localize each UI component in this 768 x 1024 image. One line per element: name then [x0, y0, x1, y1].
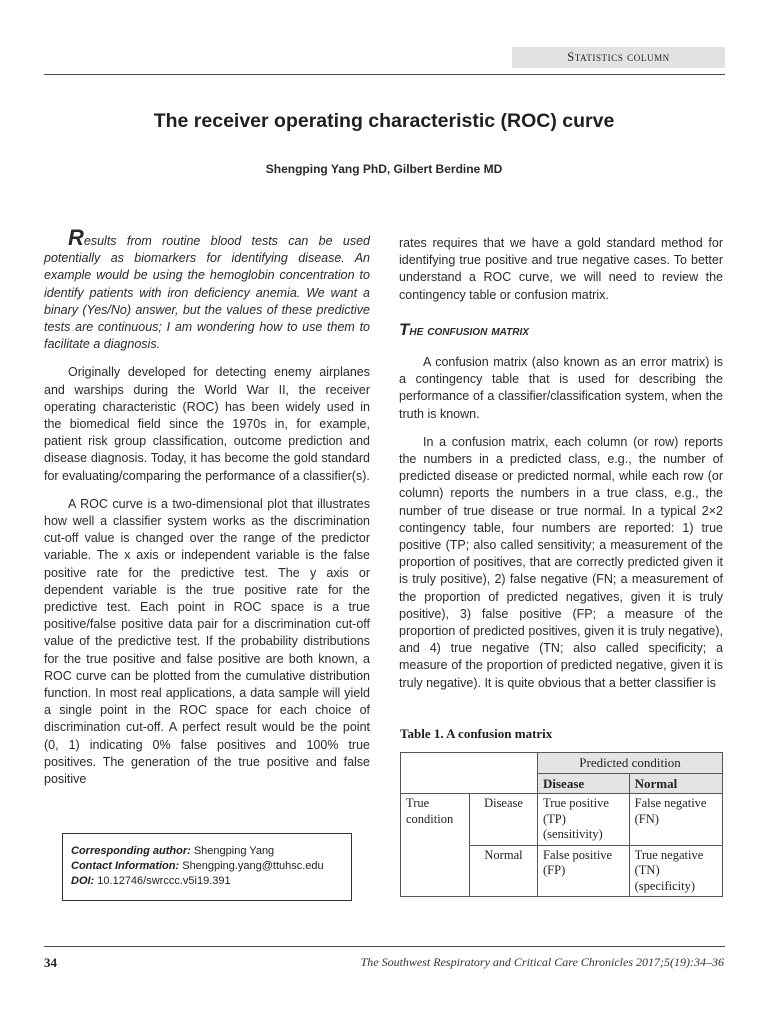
fn-cell: False negative (FN)	[629, 794, 722, 846]
tn-cell: True negative (TN) (specificity)	[629, 845, 722, 897]
confusion-matrix-table	[400, 752, 723, 897]
body-paragraph: rates requires that we have a gold standard method for identifying true positive and true negative cases. To better understand a ROC curve, we will need to review the contingency table or confusion matrix.	[399, 236, 723, 302]
contact-email[interactable]: Shengping.yang@ttuhsc.edu	[179, 860, 324, 872]
page-number: 34	[44, 955, 57, 970]
contact-line	[71, 859, 324, 874]
predicted-condition-header: Predicted condition	[538, 753, 723, 774]
doi-label: DOI:	[71, 875, 95, 887]
tp-cell: True positive (TP) (sensitivity)	[538, 794, 630, 846]
table-corner-cell	[401, 753, 538, 794]
doi-line	[71, 874, 231, 889]
row-header-normal: Normal	[470, 845, 538, 897]
corresponding-author-box	[62, 833, 352, 901]
footer-rule	[44, 946, 725, 947]
journal-citation: The Southwest Respiratory and Critical Care Chronicles 2017;5(19):34–36	[360, 955, 724, 969]
drop-cap: R	[68, 225, 84, 250]
left-column	[44, 225, 370, 799]
contact-label: Contact Information:	[71, 860, 180, 872]
abstract-paragraph	[44, 225, 370, 353]
body-paragraph: Originally developed for detecting enemy airplanes and warships during the World War II, the receiver operating characteristic (ROC) has been widely used in the biomedical field since the 1970s in, for example, patient risk group classification, outcome prediction and disease diagnosis. Today, it has become the gold standard for evaluating/comparing the performance of a classifier(s).	[44, 365, 370, 483]
section-heading	[399, 321, 723, 340]
row-header-disease: Disease	[470, 794, 538, 846]
doi-value[interactable]: 10.12746/swrccc.v5i19.391	[94, 875, 231, 887]
article-title: The receiver operating characteristic (ROC) curve	[153, 110, 615, 132]
right-column	[399, 235, 723, 703]
body-paragraph: In a confusion matrix, each column (or row) reports the numbers in a predicted class, e.g., the number of predicted disease or predicted normal, while each row (or column) reports the numbers in a true class, e.g., the number of true disease or true normal. In a typical 2×2 contingency table, four numbers are reported: 1) true positive (TP; also called sensitivity; a measurement of the proportion of positives, that are correctly predicted given it is truly positive), 2) false negative (FN; a measurement of the proportion of predicted negatives, given it is truly positive), 3) false positive (FP; a measure of the proportion of predicted positives, given it is truly negative), and 4) true negative (TN; also called specificity; a measure of the proportion of predicted negative, given it is truly negative). It is quite obvious that a better classifier is	[399, 434, 723, 690]
section-heading-initial: T	[399, 319, 410, 339]
column-header-normal: Normal	[629, 773, 722, 794]
abstract-text: esults from routine blood tests can be used potentially as biomarkers for identifying disease. An example would be using the hemoglobin concentration to identify patients with iron deficiency anemia. We want a binary (Yes/No) answer, but the values of these predictive tests are continuous; I am wondering how to use them to facilitate a diagnosis.	[44, 234, 370, 352]
article-authors: Shengping Yang PhD, Gilbert Berdine MD	[265, 162, 503, 176]
body-paragraph: A ROC curve is a two-dimensional plot that illustrates how well a classifier system works as the discrimination cut-off value is changed over the range of the predictor variable. The x axis or independent variable is the false positive rate for the predictive test. The y axis or dependent variable is the true positive rate for the predictive test. Each point in ROC space is a true positive/false positive data pair for a discrimination cut-off value of the predictive test. If the probability distributions for the true positive and false positive are both known, a ROC curve can be plotted from the cumulative distribution function. In most real applications, a data sample will yield a single point in the ROC space for each choice of discrimination cut-off. A perfect result would be the point (0, 1) indicating 0% false positives and 100% true positives. The generation of the true positive and false positive	[44, 496, 370, 787]
corresponding-author-line	[71, 844, 274, 859]
author-label: Corresponding author:	[71, 845, 191, 857]
table-row	[401, 753, 723, 774]
column-tag: Statistics column	[512, 47, 725, 68]
table-row	[401, 794, 723, 846]
body-paragraph: A confusion matrix (also known as an error matrix) is a contingency table that is used for describing the performance of a classifier/classification system, when the truth is known.	[399, 355, 723, 421]
header-rule	[44, 74, 725, 75]
author-value: Shengping Yang	[190, 845, 275, 857]
table-caption: Table 1. A confusion matrix	[400, 726, 553, 741]
fp-cell: False positive (FP)	[538, 845, 630, 897]
true-condition-header: True condition	[401, 794, 470, 897]
section-heading-text: he confusion matrix	[409, 322, 529, 339]
column-header-disease: Disease	[538, 773, 630, 794]
